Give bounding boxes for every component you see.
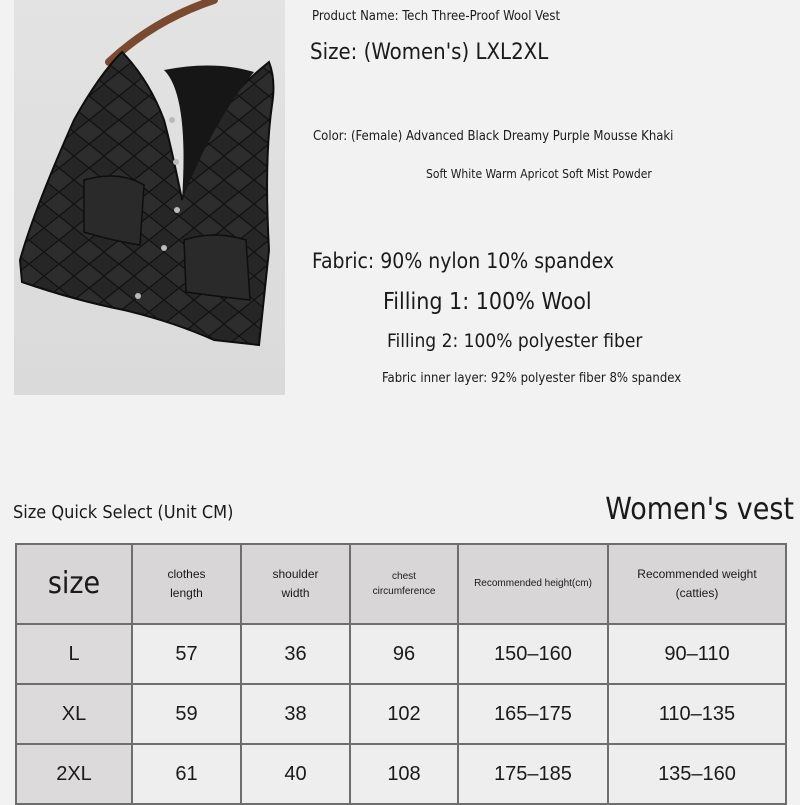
cell-height: 165–175 bbox=[458, 684, 608, 744]
size-table bbox=[15, 543, 787, 805]
cell-chest: 96 bbox=[350, 624, 458, 684]
header-chest-circumference bbox=[350, 544, 458, 624]
filling-1-info: Filling 1: 100% Wool bbox=[383, 289, 592, 315]
header-line: circumference bbox=[372, 586, 436, 597]
cell-height: 150–160 bbox=[458, 624, 608, 684]
table-row bbox=[16, 684, 786, 744]
cell-size: L bbox=[16, 624, 132, 684]
product-name: Product Name: Tech Three-Proof Wool Vest bbox=[312, 9, 561, 24]
cell-size: 2XL bbox=[16, 744, 132, 804]
table-header-row bbox=[16, 544, 786, 624]
header-line: (catties) bbox=[675, 586, 719, 600]
header-line: Recommended weight bbox=[637, 567, 757, 582]
header-clothes-length bbox=[132, 544, 241, 624]
header-line: shoulder bbox=[272, 567, 319, 582]
table-row bbox=[16, 744, 786, 804]
size-chart-title: Women's vest bbox=[605, 492, 794, 527]
cell-height: 175–185 bbox=[458, 744, 608, 804]
color-info-line-1: Color: (Female) Advanced Black Dreamy Purple Mousse Khaki bbox=[313, 129, 674, 144]
cell-weight: 110–135 bbox=[608, 684, 786, 744]
cell-shoulder: 40 bbox=[241, 744, 350, 804]
header-shoulder-width bbox=[241, 544, 350, 624]
product-photo bbox=[14, 0, 285, 395]
header-line: width bbox=[281, 586, 310, 600]
table-row bbox=[16, 624, 786, 684]
header-line: chest bbox=[392, 570, 416, 582]
cell-length: 59 bbox=[132, 684, 241, 744]
cell-weight: 90–110 bbox=[608, 624, 786, 684]
header-line: length bbox=[170, 586, 203, 600]
color-info-line-2: Soft White Warm Apricot Soft Mist Powder bbox=[426, 167, 652, 181]
cell-length: 61 bbox=[132, 744, 241, 804]
size-quick-select-heading: Size Quick Select (Unit CM) bbox=[13, 502, 234, 523]
fabric-info: Fabric: 90% nylon 10% spandex bbox=[312, 249, 615, 273]
header-size: size bbox=[16, 544, 132, 624]
header-line: clothes bbox=[167, 567, 206, 582]
size-info: Size: (Women's) LXL2XL bbox=[310, 40, 549, 65]
cell-shoulder: 38 bbox=[241, 684, 350, 744]
quilted-vest-illustration bbox=[14, 0, 285, 395]
cell-chest: 108 bbox=[350, 744, 458, 804]
filling-2-info: Filling 2: 100% polyester fiber bbox=[387, 330, 643, 352]
header-recommended-height: Recommended height(cm) bbox=[458, 544, 608, 624]
inner-layer-info: Fabric inner layer: 92% polyester fiber 8% spandex bbox=[382, 371, 682, 386]
cell-chest: 102 bbox=[350, 684, 458, 744]
cell-weight: 135–160 bbox=[608, 744, 786, 804]
cell-shoulder: 36 bbox=[241, 624, 350, 684]
header-recommended-weight bbox=[608, 544, 786, 624]
cell-length: 57 bbox=[132, 624, 241, 684]
cell-size: XL bbox=[16, 684, 132, 744]
